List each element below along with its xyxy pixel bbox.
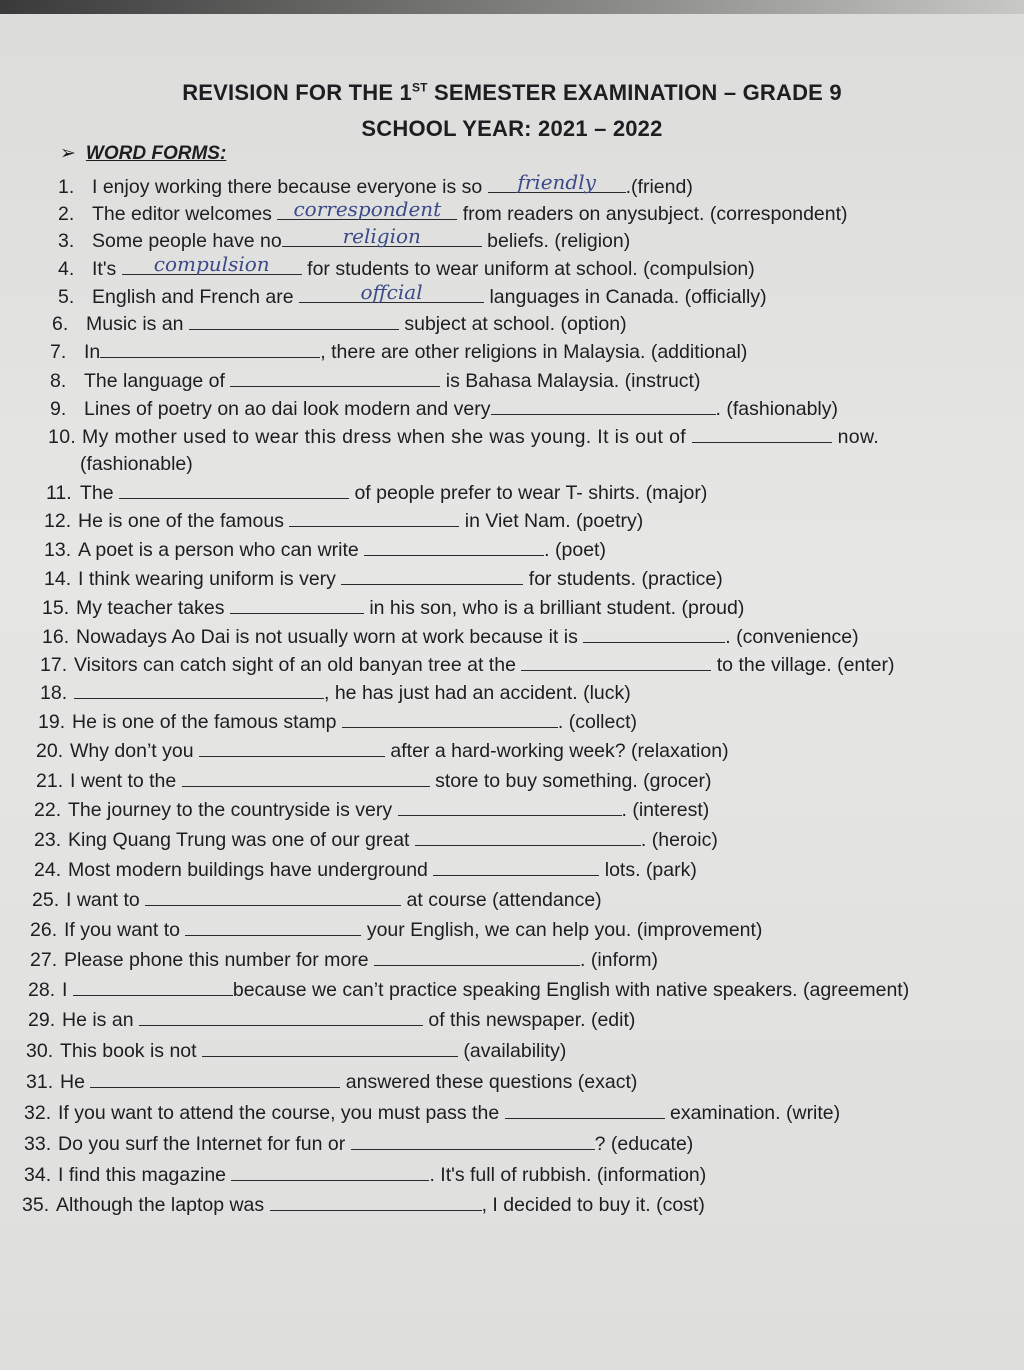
item-number: 25. xyxy=(32,889,60,911)
exercise-item xyxy=(48,424,879,449)
answer-blank[interactable] xyxy=(491,396,716,415)
item-prompt-text: My teacher takes xyxy=(76,597,230,619)
exercise-item xyxy=(40,652,895,677)
item-hint-text: . (collect) xyxy=(557,711,637,733)
handwritten-answer: correspondent xyxy=(293,197,442,221)
item-hint-text: . (interest) xyxy=(621,799,710,821)
exercise-item xyxy=(34,797,709,822)
exercise-item xyxy=(50,396,838,421)
exercise-item xyxy=(42,624,859,649)
answer-blank[interactable] xyxy=(100,339,320,358)
exercise-item xyxy=(22,1192,705,1217)
item-number: 16. xyxy=(42,626,70,648)
item-hint-text: from readers on anysubject. (correspondent) xyxy=(457,203,848,225)
item-number: 10. xyxy=(48,426,77,448)
exercise-item xyxy=(44,537,606,562)
item-hint-text: lots. (park) xyxy=(599,859,697,881)
item-hint-text: . It's full of rubbish. (information) xyxy=(429,1164,707,1186)
exercise-item xyxy=(24,1131,693,1156)
exercise-item xyxy=(34,827,718,852)
item-hint-text: ? (educate) xyxy=(594,1133,694,1155)
answer-blank[interactable] xyxy=(185,917,361,936)
exercise-item xyxy=(28,1007,635,1032)
answer-blank[interactable] xyxy=(341,566,523,585)
item-prompt-text: He is one of the famous xyxy=(78,510,290,532)
answer-blank[interactable] xyxy=(282,224,482,248)
answer-blank[interactable] xyxy=(398,797,622,816)
item-number: 33. xyxy=(24,1133,52,1155)
item-prompt-text: The editor welcomes xyxy=(92,203,278,225)
item-number: 20. xyxy=(36,740,64,762)
exercise-item xyxy=(46,480,707,505)
exercise-item xyxy=(58,197,848,226)
item-hint-text: store to buy something. (grocer) xyxy=(429,770,712,792)
worksheet-page xyxy=(0,14,1024,1370)
exercise-item xyxy=(36,738,729,763)
item-hint-text: now. xyxy=(831,426,880,448)
item-prompt-text: I enjoy working there because everyone is so xyxy=(92,176,488,198)
item-number: 4. xyxy=(58,258,75,280)
item-prompt-text: It's xyxy=(92,258,122,280)
item-prompt-text: The language of xyxy=(84,370,231,392)
answer-blank[interactable] xyxy=(230,368,440,387)
item-hint-text: (availability) xyxy=(457,1040,567,1062)
item-hint-text: is Bahasa Malaysia. (instruct) xyxy=(440,370,701,392)
exercise-item xyxy=(40,680,631,705)
item-hint-text: of people prefer to wear T- shirts. (major) xyxy=(349,482,708,504)
item-hint-text: because we can’t practice speaking English with native speakers. (agreement) xyxy=(232,979,910,1001)
exercise-item xyxy=(44,508,643,533)
answer-blank[interactable] xyxy=(521,652,711,671)
item-prompt-text: He is an xyxy=(62,1009,139,1031)
answer-blank[interactable] xyxy=(202,1038,458,1057)
answer-blank[interactable] xyxy=(230,595,364,614)
answer-blank[interactable] xyxy=(139,1007,423,1026)
item-prompt-text: Visitors can catch sight of an old banyan tree at the xyxy=(74,654,522,676)
exercise-item xyxy=(28,977,909,1002)
item-number: 17. xyxy=(40,654,68,676)
answer-blank[interactable] xyxy=(90,1069,340,1088)
item-number: 8. xyxy=(50,370,67,392)
exercise-item xyxy=(30,947,658,972)
exercise-item xyxy=(34,857,697,882)
item-hint-text: to the village. (enter) xyxy=(711,654,895,676)
item-number: 29. xyxy=(28,1009,56,1031)
item-number: 18. xyxy=(40,682,68,704)
item-prompt-text: This book is not xyxy=(60,1040,202,1062)
answer-blank[interactable] xyxy=(374,947,580,966)
item-prompt-text: Lines of poetry on ao dai look modern and very xyxy=(84,398,491,420)
item-hint-text: , he has just had an accident. (luck) xyxy=(324,682,631,704)
exercise-item xyxy=(24,1162,706,1187)
item-number: 13. xyxy=(44,539,72,561)
item-hint-text: for students to wear uniform at school. (compulsion) xyxy=(301,258,755,280)
exercise-item xyxy=(44,566,723,591)
item-number: 2. xyxy=(58,203,75,225)
item-number: 6. xyxy=(52,313,69,335)
answer-blank[interactable] xyxy=(289,508,459,527)
item-prompt-text: Some people have no xyxy=(92,230,282,252)
item-hint-text: languages in Canada. (officially) xyxy=(484,286,767,308)
exercise-item xyxy=(38,709,637,734)
item-hint-text: in Viet Nam. (poetry) xyxy=(459,510,644,532)
handwritten-answer: religion xyxy=(342,224,421,248)
item-prompt-text: Most modern buildings have underground xyxy=(68,859,434,881)
item-number: 31. xyxy=(26,1071,54,1093)
item-number: 3. xyxy=(58,230,75,252)
item-prompt-text: I find this magazine xyxy=(58,1164,232,1186)
answer-blank[interactable] xyxy=(270,1192,482,1211)
item-prompt-text: (fashionable) xyxy=(80,453,193,475)
item-number: 15. xyxy=(42,597,70,619)
item-hint-text: . (poet) xyxy=(544,539,606,561)
handwritten-answer: offcial xyxy=(360,280,423,304)
answer-blank[interactable] xyxy=(692,424,832,443)
item-number: 24. xyxy=(34,859,62,881)
item-prompt-text: My mother used to wear this dress when she was young. It is out of xyxy=(82,426,692,448)
item-number: 28. xyxy=(28,979,56,1001)
handwritten-answer: friendly xyxy=(517,170,596,194)
item-number: 22. xyxy=(34,799,62,821)
item-hint-text: , there are other religions in Malaysia. (additional) xyxy=(320,341,748,363)
exercise-item xyxy=(58,170,693,199)
item-number: 27. xyxy=(30,949,58,971)
answer-blank[interactable] xyxy=(488,170,626,194)
handwritten-answer: compulsion xyxy=(153,252,270,276)
answer-blank[interactable] xyxy=(189,311,399,330)
item-number: 7. xyxy=(50,341,67,363)
answer-blank[interactable] xyxy=(364,537,544,556)
item-prompt-text: English and French are xyxy=(92,286,300,308)
item-prompt-text: I xyxy=(62,979,73,1001)
item-prompt-text: If you want to attend the course, you must pass the xyxy=(58,1102,505,1124)
arrow-bullet-icon: ➢ xyxy=(60,143,76,164)
item-prompt-text: Do you surf the Internet for fun or xyxy=(58,1133,351,1155)
item-hint-text: . (fashionably) xyxy=(715,398,838,420)
exercise-item xyxy=(26,1038,566,1063)
exercise-item xyxy=(42,595,744,620)
item-hint-text: .(friend) xyxy=(625,176,693,198)
item-prompt-text: The journey to the countryside is very xyxy=(68,799,398,821)
item-hint-text: . (convenience) xyxy=(725,626,859,648)
worksheet-title-line1: REVISION FOR THE 1ST SEMESTER EXAMINATION – GRADE 9 xyxy=(182,80,842,105)
item-number: 26. xyxy=(30,919,58,941)
item-number: 21. xyxy=(36,770,64,792)
item-hint-text: your English, we can help you. (improvement) xyxy=(361,919,763,941)
answer-blank[interactable] xyxy=(351,1131,595,1150)
item-hint-text: answered these questions (exact) xyxy=(340,1071,638,1093)
exercise-item xyxy=(50,368,700,393)
item-prompt-text: Although the laptop was xyxy=(56,1194,270,1216)
item-hint-text: , I decided to buy it. (cost) xyxy=(481,1194,705,1216)
exercise-item xyxy=(58,280,767,309)
answer-blank[interactable] xyxy=(74,680,324,699)
item-hint-text: at course (attendance) xyxy=(401,889,602,911)
item-prompt-text: Music is an xyxy=(86,313,189,335)
answer-blank[interactable] xyxy=(433,857,599,876)
item-number: 12. xyxy=(44,510,72,532)
item-prompt-text: He xyxy=(60,1071,91,1093)
answer-blank[interactable] xyxy=(119,480,349,499)
answer-blank[interactable] xyxy=(231,1162,429,1181)
item-number: 11. xyxy=(46,482,72,504)
item-prompt-text: Why don’t you xyxy=(70,740,199,762)
exercise-item xyxy=(80,452,193,476)
answer-blank[interactable] xyxy=(122,252,302,276)
answer-blank[interactable] xyxy=(199,738,385,757)
item-number: 1. xyxy=(58,176,75,198)
item-hint-text: for students. (practice) xyxy=(523,568,723,590)
answer-blank[interactable] xyxy=(182,768,430,787)
item-prompt-text: The xyxy=(80,482,120,504)
item-number: 23. xyxy=(34,829,62,851)
item-prompt-text: I think wearing uniform is very xyxy=(78,568,342,590)
section-label: WORD FORMS: xyxy=(85,143,227,164)
answer-blank[interactable] xyxy=(73,977,233,996)
item-hint-text: . (heroic) xyxy=(640,829,718,851)
item-number: 30. xyxy=(26,1040,54,1062)
exercise-item xyxy=(58,252,755,281)
exercise-item xyxy=(32,887,602,912)
item-hint-text: . (inform) xyxy=(580,949,659,971)
item-prompt-text: King Quang Trung was one of our great xyxy=(68,829,415,851)
item-prompt-text: I went to the xyxy=(70,770,182,792)
answer-blank[interactable] xyxy=(342,709,558,728)
exercise-item xyxy=(36,768,711,793)
item-prompt-text: I want to xyxy=(66,889,146,911)
item-number: 35. xyxy=(22,1194,50,1216)
item-prompt-text: If you want to xyxy=(64,919,186,941)
exercise-item xyxy=(24,1100,840,1125)
exercise-item xyxy=(52,311,627,336)
exercise-item xyxy=(58,224,631,253)
item-hint-text: after a hard-working week? (relaxation) xyxy=(384,740,729,762)
exercise-item xyxy=(26,1069,637,1094)
item-prompt-text: Nowadays Ao Dai is not usually worn at work because it is xyxy=(76,626,584,648)
item-number: 14. xyxy=(44,568,72,590)
item-hint-text: examination. (write) xyxy=(664,1102,841,1124)
item-number: 9. xyxy=(50,398,67,420)
answer-blank[interactable] xyxy=(299,280,484,304)
exercise-item xyxy=(50,339,747,364)
item-hint-text: in his son, who is a brilliant student. (proud) xyxy=(363,597,745,619)
item-hint-text: subject at school. (option) xyxy=(398,313,627,335)
answer-blank[interactable] xyxy=(583,624,725,643)
item-prompt-text: A poet is a person who can write xyxy=(78,539,365,561)
item-prompt-text: Please phone this number for more xyxy=(64,949,375,971)
exercise-item xyxy=(30,917,762,942)
answer-blank[interactable] xyxy=(505,1100,665,1119)
item-number: 32. xyxy=(24,1102,52,1124)
exercise-list xyxy=(0,14,1024,1370)
item-number: 5. xyxy=(58,286,75,308)
item-number: 34. xyxy=(24,1164,52,1186)
item-hint-text: of this newspaper. (edit) xyxy=(422,1009,636,1031)
answer-blank[interactable] xyxy=(145,887,401,906)
item-prompt-text: In xyxy=(84,341,101,363)
answer-blank[interactable] xyxy=(415,827,641,846)
item-prompt-text: He is one of the famous stamp xyxy=(72,711,342,733)
item-hint-text: beliefs. (religion) xyxy=(481,230,631,252)
item-number: 19. xyxy=(38,711,66,733)
answer-blank[interactable] xyxy=(277,197,457,221)
worksheet-title-line2: SCHOOL YEAR: 2021 – 2022 xyxy=(361,116,663,141)
photo-edge-shadow xyxy=(0,0,1024,14)
